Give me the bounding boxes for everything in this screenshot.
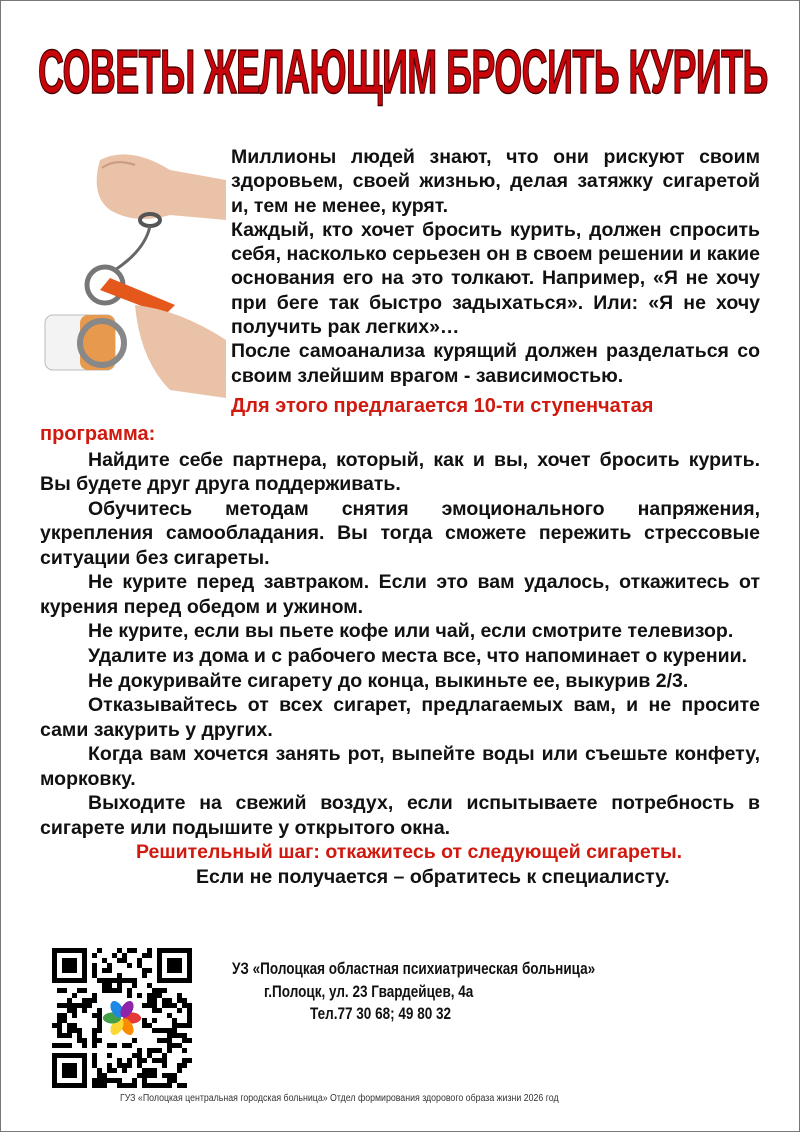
tip-item: Обучитесь методам снятия эмоционального напряжения, укрепления самообладания. Вы тогда сможете пережить стрессовые ситуации без сигареты.	[40, 497, 760, 569]
tip-item: Не курите, если вы пьете кофе или чай, если смотрите телевизор.	[88, 620, 734, 643]
qr-code	[52, 948, 192, 1088]
tip-item: Найдите себе партнера, который, как и вы, хочет бросить курить. Вы будете друг друга поддерживать.	[40, 449, 760, 496]
program-word: программа:	[40, 423, 156, 445]
tip-item: Не докуривайте сигарету до конца, выкиньте ее, выкурив 2/3.	[88, 669, 689, 692]
decisive-step: Решительный шаг: откажитесь от следующей сигареты.	[136, 841, 683, 864]
org-name: УЗ «Полоцкая областная психиатрическая больница»	[232, 960, 596, 978]
tip-item: Удалите из дома и с рабочего места все, что напоминает о курении.	[88, 644, 748, 667]
intro-paragraph: Миллионы людей знают, что они рискуют своим здоровьем, своей жизнью, делая затяжку сигаретой и, тем не менее, курят.	[231, 146, 760, 217]
tip-item: Не курите перед завтраком. Если это вам удалось, откажитесь от курения перед обедом и ужином.	[40, 571, 760, 618]
tip-item: Когда вам хочется занять рот, выпейте воды или съешьте конфету, морковку.	[40, 743, 760, 790]
footer-text: ГУЗ «Полоцкая центральная городская больница» Отдел формирования здорового образа жизни 2026 год	[120, 1093, 559, 1104]
program-lead: Для этого предлагается 10-ти ступенчатая	[231, 395, 654, 417]
specialist-advice: Если не получается – обратитесь к специалисту.	[196, 865, 670, 888]
intro-paragraph: После самоанализа курящий должен разделаться со своим злейшим врагом - зависимостью.	[231, 340, 760, 387]
tips-list	[40, 448, 760, 890]
tip-item: Отказывайтесь от всех сигарет, предлагаемых вам, и не просите сами закурить у других.	[40, 694, 760, 741]
cigarettes-bundle	[45, 315, 124, 370]
poster-title: СОВЕТЫ ЖЕЛАЮЩИМ БРОСИТЬ КУРИТЬ	[38, 38, 768, 107]
quit-smoking-illustration	[40, 140, 226, 398]
intro-text	[231, 145, 760, 388]
tip-item: Выходите на свежий воздух, если испытываете потребность в сигарете или подышите у открытого окна.	[40, 792, 760, 839]
org-phone: Тел.77 30 68; 49 80 32	[310, 1005, 452, 1023]
intro-paragraph: Каждый, кто хочет бросить курить, должен спросить себя, насколько серьезен он в своем решении и какие основания его на это толкают. Например, «Я не хочу при беге так быстро задыхаться». Или: «Я не хочу получить рак легких»…	[231, 218, 760, 339]
org-address: г.Полоцк, ул. 23 Гвардейцев, 4а	[264, 983, 474, 1001]
